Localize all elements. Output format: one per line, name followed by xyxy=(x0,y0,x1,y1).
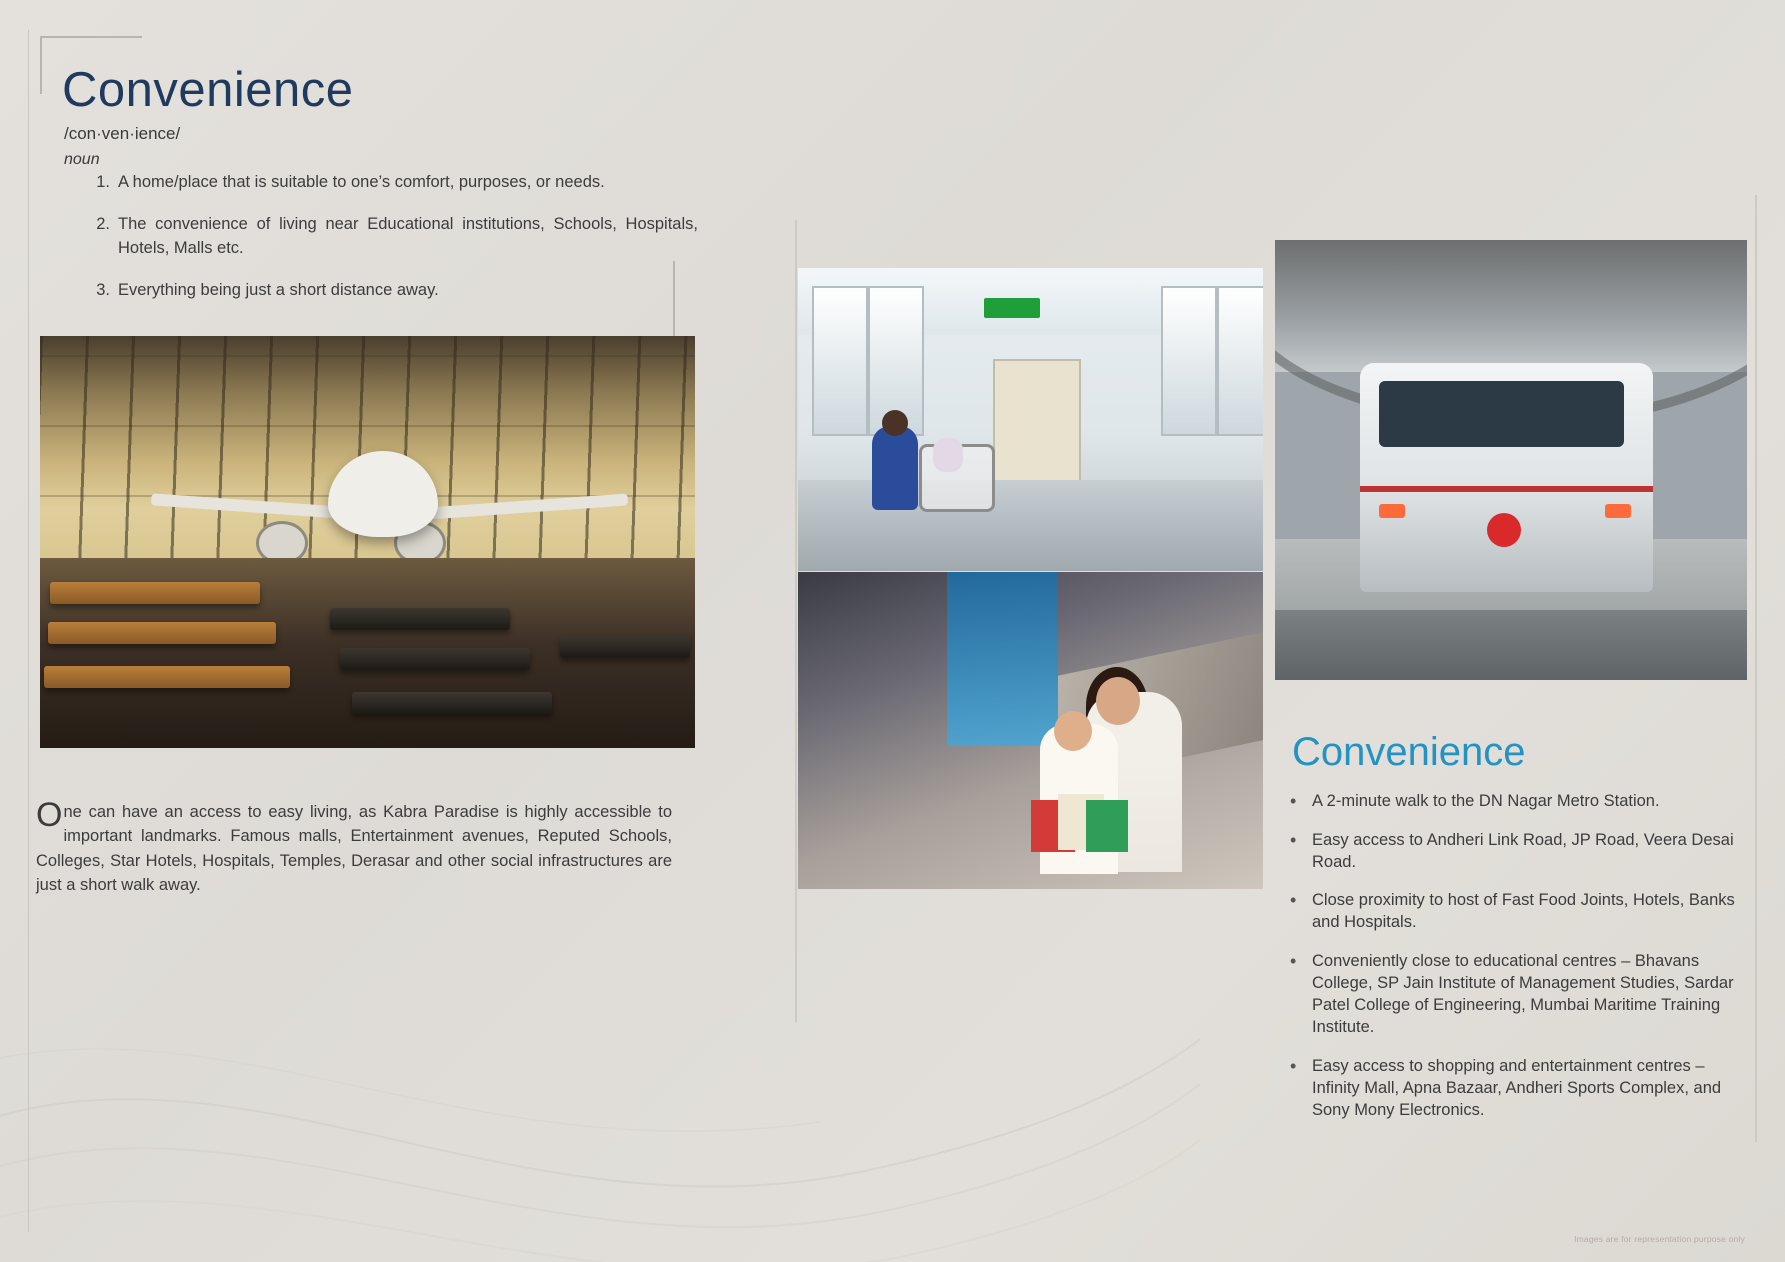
right-section-title: Convenience xyxy=(1292,730,1526,774)
corridor-floor xyxy=(798,480,1263,571)
metro-station-image xyxy=(1275,240,1747,680)
seat-row xyxy=(330,608,510,630)
seat-row xyxy=(48,622,276,644)
bullet-dot-icon: • xyxy=(1290,890,1297,911)
shopping-bag-green xyxy=(1086,800,1128,852)
railway-track xyxy=(1275,610,1747,680)
disclaimer-footnote: Images are for representation purpose only xyxy=(1574,1234,1745,1244)
definition-number: 1. xyxy=(96,173,110,191)
bullet-text: Conveniently close to educational centres – Bhavans College, SP Jain Institute of Management Studies, Sardar Patel College of Engineering, Mumbai Maritime Training Institute. xyxy=(1312,951,1734,1037)
metro-logo-icon xyxy=(1487,513,1521,547)
list-item xyxy=(1290,1055,1738,1122)
list-item xyxy=(1290,889,1738,934)
page-title: Convenience xyxy=(62,63,354,117)
definition-number: 3. xyxy=(96,280,110,299)
corridor-window xyxy=(812,286,868,435)
right-edge-rule xyxy=(1755,195,1757,1142)
nurse-figure xyxy=(872,426,918,510)
shopping-mall-image xyxy=(798,572,1263,889)
mall-skylight xyxy=(947,572,1059,746)
definition-text: The convenience of living near Educational institutions, Schools, Hospitals, Hotels, Malls etc. xyxy=(118,214,698,257)
list-item xyxy=(1290,790,1738,813)
bullet-dot-icon: • xyxy=(1290,1055,1297,1076)
bullet-text: Easy access to Andheri Link Road, JP Road, Veera Desai Road. xyxy=(1312,830,1734,871)
part-of-speech: noun xyxy=(64,151,100,168)
seat-row xyxy=(560,636,690,658)
list-item xyxy=(1290,950,1738,1039)
seat-row xyxy=(44,666,290,688)
exit-sign-icon xyxy=(984,298,1040,318)
corridor-window xyxy=(1217,286,1264,435)
definition-text: A home/place that is suitable to one’s comfort, purposes, or needs. xyxy=(118,173,605,191)
train-windshield xyxy=(1379,381,1624,447)
nurse-head xyxy=(882,410,908,436)
train-headlight-left xyxy=(1379,504,1405,518)
list-item xyxy=(1290,829,1738,874)
drop-cap: O xyxy=(36,796,63,834)
phonetic-text: /con·ven·ience/ xyxy=(64,124,181,143)
bullet-dot-icon: • xyxy=(1290,829,1297,850)
corridor-window xyxy=(1161,286,1217,435)
girl-head xyxy=(1054,711,1092,751)
seat-row xyxy=(352,692,552,714)
child-figure xyxy=(933,438,963,472)
bullet-text: Easy access to shopping and entertainment centres – Infinity Mall, Apna Bazaar, Andheri Sports Complex, and Sony Mony Electronics. xyxy=(1312,1056,1722,1120)
bullet-dot-icon: • xyxy=(1290,950,1297,971)
bullet-text: A 2-minute walk to the DN Nagar Metro Station. xyxy=(1312,792,1660,810)
convenience-bullet-list xyxy=(1290,790,1738,1137)
corridor-door xyxy=(993,359,1081,490)
definition-text: Everything being just a short distance away. xyxy=(118,280,439,299)
middle-divider-rule xyxy=(795,220,797,1022)
train-stripe xyxy=(1360,486,1653,492)
corner-bracket-bottom-right xyxy=(565,261,675,341)
airport-terminal-image xyxy=(40,336,695,748)
list-item xyxy=(86,213,698,261)
bullet-dot-icon: • xyxy=(1290,791,1297,811)
list-item xyxy=(86,171,698,195)
bullet-text: Close proximity to host of Fast Food Joints, Hotels, Banks and Hospitals. xyxy=(1312,891,1735,932)
seat-row xyxy=(340,648,530,670)
seat-row xyxy=(50,582,260,604)
train-headlight-right xyxy=(1605,504,1631,518)
hospital-corridor-image xyxy=(798,268,1263,571)
body-paragraph-text: ne can have an access to easy living, as Kabra Paradise is highly accessible to important landmarks. Famous malls, Entertainment avenues, Reputed Schools, Colleges, Star Hotels, Hospitals, Temples, Derasar and other social infrastructures are just a short walk away. xyxy=(36,803,672,895)
body-paragraph xyxy=(36,796,672,898)
woman-head xyxy=(1096,677,1140,725)
definition-number: 2. xyxy=(96,214,110,233)
left-edge-rule xyxy=(28,30,29,1232)
